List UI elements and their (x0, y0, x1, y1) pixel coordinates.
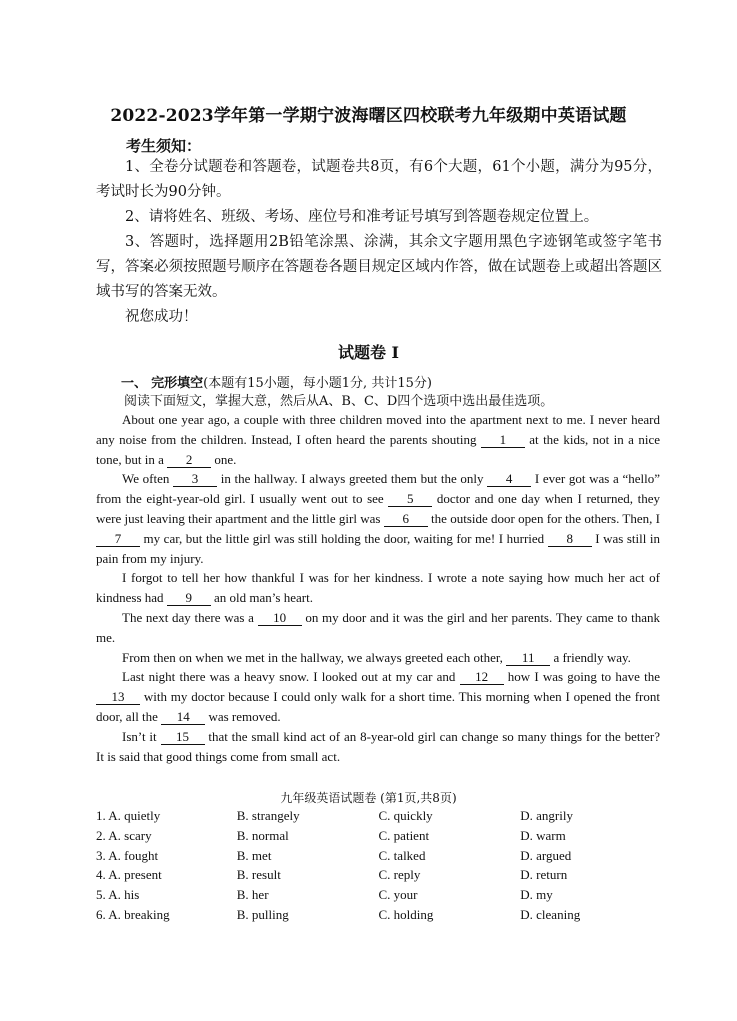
section-title: 试题卷 I (337, 343, 400, 362)
option-row (96, 865, 662, 885)
passage-paragraph (96, 608, 660, 648)
blank-10: 10 (258, 611, 302, 626)
passage-text: I ever got was a “hello” from the eight-year-old girl. I usually went out to see (96, 471, 660, 507)
passage-text: From then on when we met in the hallway, we always greeted each other, (122, 649, 507, 665)
blank-3: 3 (173, 472, 217, 487)
notice-closing: 祝您成功！ (125, 309, 198, 325)
blank-8: 8 (548, 532, 592, 547)
passage-paragraph (96, 648, 660, 668)
part-name: 完形填空 (151, 376, 204, 391)
blank-2: 2 (167, 453, 211, 468)
option-c: C. patient (378, 827, 430, 843)
passage-text: We often (122, 471, 174, 487)
blank-1: 1 (481, 433, 525, 448)
exam-title: 2022-2023学年第一学期宁波海曙区四校联考九年级期中英语试题 (110, 106, 627, 126)
option-row (96, 826, 662, 846)
option-a: 6. A. breaking (96, 906, 170, 922)
option-b: B. result (236, 867, 281, 883)
blank-13: 13 (96, 690, 140, 705)
passage-paragraph (96, 667, 660, 726)
notice-item: 1、全卷分试题卷和答题卷，试题卷共8页，有6个大题，61个小题，满分为95分，考试时长为90分钟。 (96, 159, 662, 200)
part-number: 一、 (121, 376, 148, 391)
option-c: C. quickly (378, 808, 433, 823)
notice-heading: 考生须知： (126, 137, 202, 155)
blank-5: 5 (388, 492, 432, 507)
passage-text: one. (211, 451, 237, 467)
option-a: 2. A. scary (96, 827, 152, 843)
option-d: D. angrily (520, 808, 573, 823)
passage-text: my car, but the little girl was still holding the door, waiting for me! I hurried (140, 530, 548, 546)
option-b: B. normal (236, 827, 289, 843)
part-note: (本题有15小题，每小题1分, 共计15分) (203, 376, 432, 391)
passage-text: with my doctor because I could only walk for a short time. This morning when I opened the front door, all the (96, 689, 660, 724)
option-a: 1. A. quietly (96, 808, 161, 823)
answer-options (96, 806, 662, 925)
option-c: C. your (378, 887, 418, 903)
passage-text: About one year ago, a couple with three children moved into the apartment next to me. I never heard any noise from the children. Instead, I often heard the parents shouting (96, 412, 660, 447)
option-b: B. strangely (236, 808, 300, 823)
passage-text: that the small kind act of an 8-year-old girl can change so many things for the better? It is said that good things come from small act. (96, 728, 661, 764)
part-instruction: 阅读下面短文，掌握大意，然后从A、B、C、D四个选项中选出最佳选项。 (124, 394, 554, 409)
passage-paragraph (96, 469, 660, 568)
passage-text: how I was going to have the (503, 669, 660, 685)
blank-6: 6 (384, 512, 428, 527)
blank-12: 12 (460, 670, 504, 685)
passage-text: a friendly way. (550, 649, 631, 665)
blank-4: 4 (487, 472, 531, 487)
passage-text: I forgot to tell her how thankful I was for her kindness. I wrote a note saying how much her act of kindness had (96, 570, 660, 606)
option-d: D. return (520, 867, 568, 883)
passage-text: in the hallway. I always greeted them but the only (217, 471, 488, 487)
option-b: B. pulling (236, 906, 289, 922)
passage-text: Last night there was a heavy snow. I looked out at my car and (122, 669, 460, 685)
option-row (96, 885, 662, 905)
option-d: D. cleaning (520, 906, 581, 922)
cloze-passage (96, 410, 660, 766)
notice-item: 2、请将姓名、班级、考场、座位号和准考证号填写到答题卷规定位置上。 (125, 209, 599, 225)
option-c: C. holding (378, 906, 434, 922)
passage-text: on my door and it was the girl and her parents. They came to thank me. (96, 609, 660, 645)
passage-paragraph (96, 410, 660, 469)
option-a: 4. A. present (96, 867, 162, 883)
option-b: B. her (236, 887, 269, 903)
notice-item: 3、答题时，选择题用2B铅笔涂黑、涂满，其余文字题用黑色字迹钢笔或签字笔书写，答案必须按照题号顺序在答题卷各题目规定区域内作答，做在试题卷上或超出答题区域书写的答案无效。 (96, 234, 662, 300)
option-a: 3. A. fought (96, 847, 159, 863)
option-d: D. warm (520, 827, 566, 843)
passage-text: The next day there was a (122, 609, 258, 625)
blank-9: 9 (167, 591, 211, 606)
option-c: C. talked (378, 847, 426, 863)
notice-list (96, 155, 662, 330)
blank-14: 14 (161, 710, 205, 725)
passage-text: I was still in pain from my injury. (96, 530, 660, 566)
option-a: 5. A. his (96, 887, 140, 903)
passage-text: doctor and one day when I returned, they were just leaving their apartment and the little girl was (96, 491, 660, 526)
page-footer: 九年级英语试题卷 (第1页,共8页) (280, 791, 457, 805)
passage-text: was removed. (205, 708, 281, 724)
passage-text: an old man’s heart. (210, 590, 313, 606)
blank-11: 11 (506, 651, 550, 666)
part-heading (121, 372, 432, 391)
passage-paragraph (96, 727, 660, 767)
option-b: B. met (236, 847, 272, 863)
option-d: D. my (520, 887, 553, 903)
option-row (96, 905, 662, 925)
blank-15: 15 (161, 730, 205, 745)
passage-paragraph (96, 568, 660, 608)
option-row (96, 846, 662, 866)
passage-text: Isn’t it (122, 728, 161, 744)
option-c: C. reply (378, 867, 421, 883)
blank-7: 7 (96, 532, 140, 547)
passage-text: at the kids, not in a nice tone, but in a (96, 431, 661, 467)
passage-text: the outside door open for the others. Then, I (427, 510, 660, 526)
option-d: D. argued (520, 847, 572, 863)
option-row (96, 806, 662, 826)
